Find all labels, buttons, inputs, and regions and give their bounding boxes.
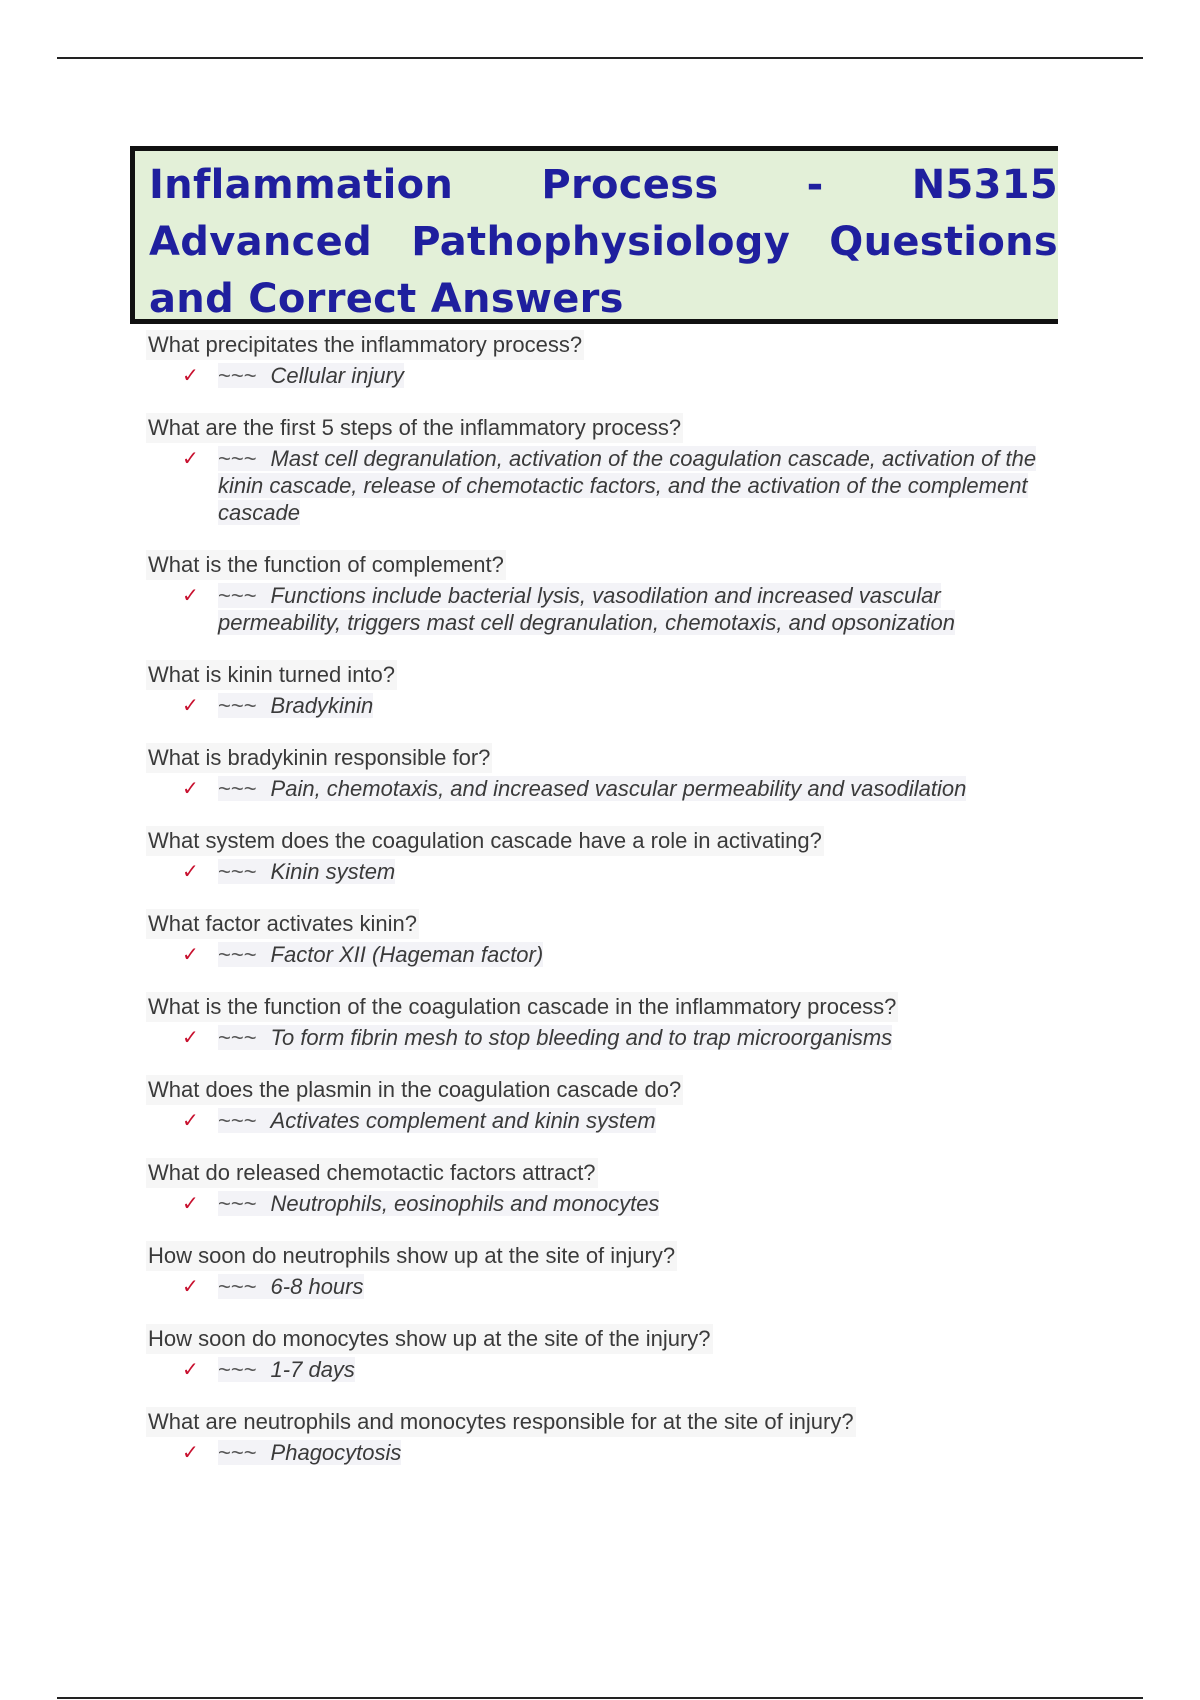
answer-value: Cellular injury — [270, 363, 404, 388]
answer-prefix: ~~~ — [218, 1357, 257, 1382]
answer-text — [218, 446, 1036, 525]
qa-item — [146, 330, 1066, 389]
answer-value: Functions include bacterial lysis, vasodilation and increased vascular permeability, triggers mast cell degranulation, chemotaxis, and opsonization — [218, 583, 955, 635]
question-text: How soon do monocytes show up at the site of the injury? — [146, 1324, 713, 1354]
qa-list — [146, 330, 1066, 1490]
answer-row — [146, 1190, 1066, 1217]
check-icon: ✓ — [182, 446, 199, 470]
check-icon: ✓ — [182, 693, 199, 717]
answer-row — [146, 692, 1066, 719]
answer-text — [218, 1440, 401, 1465]
answer-row — [146, 1107, 1066, 1134]
question-text: What factor activates kinin? — [146, 909, 419, 939]
answer-row — [146, 775, 1066, 802]
answer-text — [218, 1274, 364, 1299]
answer-text — [218, 583, 955, 635]
answer-row — [146, 941, 1066, 968]
answer-value: Kinin system — [270, 859, 396, 884]
document-title: Inflammation Process - N5315 Advanced Pathophysiology Questions and Correct Answers — [149, 162, 1058, 322]
check-icon: ✓ — [182, 1274, 199, 1298]
answer-value: Pain, chemotaxis, and increased vascular permeability and vasodilation — [270, 776, 967, 801]
answer-text — [218, 1025, 892, 1050]
qa-item — [146, 413, 1066, 526]
check-icon: ✓ — [182, 859, 199, 883]
answer-value: Factor XII (Hageman factor) — [270, 942, 544, 967]
answer-value: Mast cell degranulation, activation of the coagulation cascade, activation of the kinin cascade, release of chemotactic factors, and the activation of the complement cascade — [218, 446, 1037, 525]
question-text: What are neutrophils and monocytes responsible for at the site of injury? — [146, 1407, 856, 1437]
answer-prefix: ~~~ — [218, 1191, 257, 1216]
qa-item — [146, 1241, 1066, 1300]
answer-prefix: ~~~ — [218, 1274, 257, 1299]
answer-text — [218, 776, 966, 801]
title-box — [130, 146, 1058, 324]
answer-row — [146, 1273, 1066, 1300]
footer-rule — [57, 1697, 1143, 1699]
answer-value: Neutrophils, eosinophils and monocytes — [270, 1191, 660, 1216]
check-icon: ✓ — [182, 583, 199, 607]
answer-prefix: ~~~ — [218, 1440, 257, 1465]
answer-value: Phagocytosis — [270, 1440, 402, 1465]
check-icon: ✓ — [182, 363, 199, 387]
answer-prefix: ~~~ — [218, 1025, 257, 1050]
answer-text — [218, 1357, 355, 1382]
check-icon: ✓ — [182, 776, 199, 800]
answer-value: 6-8 hours — [270, 1274, 364, 1299]
check-icon: ✓ — [182, 1357, 199, 1381]
question-text: What are the first 5 steps of the inflammatory process? — [146, 413, 683, 443]
question-text: What precipitates the inflammatory process? — [146, 330, 584, 360]
question-text: What is the function of the coagulation cascade in the inflammatory process? — [146, 992, 898, 1022]
header-rule — [57, 57, 1143, 59]
check-icon: ✓ — [182, 1025, 199, 1049]
question-text: What is the function of complement? — [146, 550, 506, 580]
answer-text — [218, 1108, 656, 1133]
answer-row — [146, 1439, 1066, 1466]
check-icon: ✓ — [182, 1108, 199, 1132]
answer-value: 1-7 days — [270, 1357, 355, 1382]
question-text: What do released chemotactic factors attract? — [146, 1158, 598, 1188]
qa-item — [146, 826, 1066, 885]
qa-item — [146, 1075, 1066, 1134]
answer-prefix: ~~~ — [218, 776, 257, 801]
answer-prefix: ~~~ — [218, 583, 257, 608]
question-text: What is bradykinin responsible for? — [146, 743, 492, 773]
qa-item — [146, 1158, 1066, 1217]
answer-row — [146, 1356, 1066, 1383]
answer-text — [218, 693, 373, 718]
qa-item — [146, 909, 1066, 968]
answer-row — [146, 1024, 1066, 1051]
answer-row — [146, 445, 1066, 526]
answer-text — [218, 942, 543, 967]
answer-prefix: ~~~ — [218, 1108, 257, 1133]
qa-item — [146, 992, 1066, 1051]
qa-item — [146, 1324, 1066, 1383]
qa-item — [146, 743, 1066, 802]
check-icon: ✓ — [182, 1191, 199, 1215]
answer-prefix: ~~~ — [218, 942, 257, 967]
answer-text — [218, 363, 404, 388]
answer-prefix: ~~~ — [218, 446, 257, 471]
answer-prefix: ~~~ — [218, 363, 257, 388]
question-text: What system does the coagulation cascade have a role in activating? — [146, 826, 824, 856]
answer-prefix: ~~~ — [218, 693, 257, 718]
answer-value: Bradykinin — [270, 693, 374, 718]
answer-text — [218, 859, 395, 884]
qa-item — [146, 1407, 1066, 1466]
question-text: How soon do neutrophils show up at the site of injury? — [146, 1241, 677, 1271]
answer-prefix: ~~~ — [218, 859, 257, 884]
check-icon: ✓ — [182, 1440, 199, 1464]
answer-row — [146, 362, 1066, 389]
answer-value: Activates complement and kinin system — [270, 1108, 656, 1133]
question-text: What does the plasmin in the coagulation cascade do? — [146, 1075, 683, 1105]
check-icon: ✓ — [182, 942, 199, 966]
answer-value: To form fibrin mesh to stop bleeding and to trap microorganisms — [270, 1025, 893, 1050]
answer-row — [146, 858, 1066, 885]
answer-row — [146, 582, 1066, 636]
question-text: What is kinin turned into? — [146, 660, 397, 690]
answer-text — [218, 1191, 659, 1216]
qa-item — [146, 660, 1066, 719]
qa-item — [146, 550, 1066, 636]
